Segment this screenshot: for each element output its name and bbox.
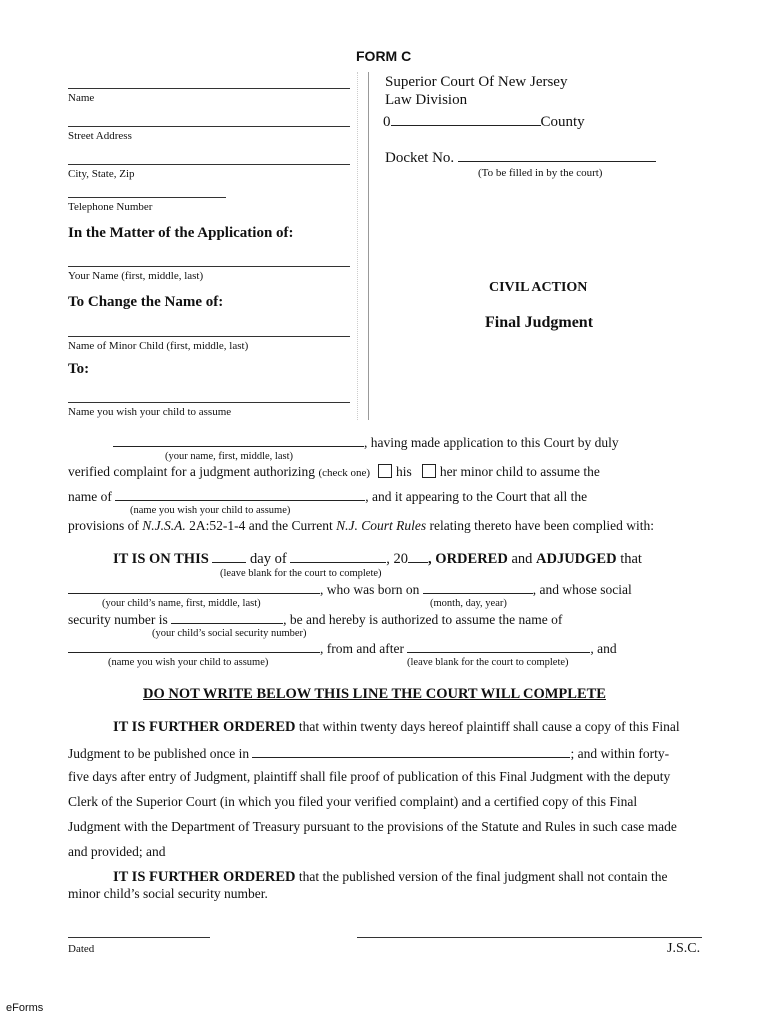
county-value[interactable]: 0	[383, 114, 391, 130]
further-line1-text: that within twenty days hereof plaintiff shall cause a copy of this Final	[298, 719, 680, 734]
caption-court-complete-2: (leave blank for the court to complete)	[407, 657, 569, 668]
ssn-suffix: , be and hereby is authorized to assume the name of	[283, 612, 563, 627]
header-divider	[368, 72, 369, 420]
county-label: County	[540, 114, 585, 130]
further-ordered-2: IT IS FURTHER ORDERED	[113, 869, 296, 885]
para1-line1-text: , having made application to this Court by duly	[364, 435, 619, 450]
order-line2	[68, 581, 632, 598]
name-field[interactable]	[68, 88, 350, 89]
change-name-heading: To Change the Name of:	[68, 294, 224, 310]
further-line5: Judgment with the Department of Treasury pursuant to the provisions of the Statute and Rules in such case made	[68, 819, 677, 834]
provisions-text: provisions of	[68, 518, 139, 533]
born-on-text: , who was born on	[320, 582, 420, 597]
adjudged-text: ADJUDGED	[536, 551, 617, 567]
caption-assumed-name: (name you wish your child to assume)	[108, 657, 269, 668]
para1-line3-suffix: , and it appearing to the Court that all the	[365, 489, 588, 504]
your-name-field[interactable]	[68, 266, 350, 267]
child-name-blank[interactable]	[68, 581, 320, 594]
to-heading: To:	[68, 361, 90, 377]
and-text: and	[511, 551, 533, 567]
further-line7	[113, 869, 667, 886]
further-line4: Clerk of the Superior Court (in which you filed your verified complaint) and a certified copy of this Final	[68, 794, 638, 809]
it-is-on-this: IT IS ON THIS	[113, 551, 209, 567]
jsc-label: J.S.C.	[667, 941, 701, 956]
further-ordered-1: IT IS FURTHER ORDERED	[113, 719, 296, 735]
docket-field[interactable]	[458, 149, 656, 162]
complied-text: relating thereto have been complied with:	[429, 518, 655, 533]
caption-birth-date: (month, day, year)	[430, 598, 507, 609]
judge-signature-field[interactable]	[357, 937, 702, 938]
city-state-zip-field[interactable]	[68, 164, 350, 165]
assume-name-field[interactable]	[68, 402, 350, 403]
city-state-zip-label: City, State, Zip	[68, 168, 135, 180]
para1-line4	[68, 518, 654, 534]
street-address-field[interactable]	[68, 126, 350, 127]
assumed-name-blank[interactable]	[68, 640, 320, 653]
ssn-blank[interactable]	[171, 611, 283, 624]
birth-date-blank[interactable]	[423, 581, 533, 594]
caption-ssn: (your child’s social security number)	[152, 628, 307, 639]
further-line1	[113, 719, 680, 736]
court-rules-citation: N.J. Court Rules	[336, 518, 427, 533]
telephone-field[interactable]	[68, 197, 226, 198]
your-name-blank[interactable]	[113, 434, 364, 447]
check-one-note: (check one)	[318, 467, 371, 479]
street-address-label: Street Address	[68, 130, 132, 142]
court-division: Law Division	[385, 92, 468, 108]
county-line	[383, 113, 585, 131]
minor-child-name-label: Name of Minor Child (first, middle, last)	[68, 340, 249, 352]
her-label: her	[439, 464, 458, 479]
para1-line2-prefix: verified complaint for a judgment authorizing	[68, 464, 316, 479]
published-in-text: Judgment to be published once in	[68, 746, 250, 761]
civil-action-title: CIVIL ACTION	[489, 280, 588, 295]
forty-text: ; and within forty-	[570, 746, 670, 761]
further-line3: five days after entry of Judgment, plaintiff shall file proof of publication of this Final Judgment with the deputy	[68, 769, 671, 784]
effective-date-blank[interactable]	[407, 640, 590, 653]
year-prefix: , 20	[386, 551, 409, 567]
docket-note: (To be filled in by the court)	[478, 167, 603, 179]
para1-line3	[68, 488, 587, 505]
para1-line2	[68, 464, 600, 480]
dated-label: Dated	[68, 943, 95, 955]
further-line7-text: that the published version of the final judgment shall not contain the	[298, 869, 668, 884]
name-label: Name	[68, 92, 95, 104]
that-text: that	[620, 551, 642, 567]
form-title: FORM C	[356, 48, 412, 64]
his-checkbox[interactable]	[378, 464, 392, 478]
caption-child-name: (your child’s name, first, middle, last)	[102, 598, 261, 609]
whose-social-text: , and whose social	[532, 582, 632, 597]
from-after-text: , from and after	[320, 641, 404, 656]
day-blank[interactable]	[212, 550, 246, 563]
name-of-label: name of	[68, 489, 112, 504]
day-of-text: day of	[250, 551, 287, 567]
newspaper-blank[interactable]	[252, 745, 570, 758]
court-only-heading: DO NOT WRITE BELOW THIS LINE THE COURT WILL COMPLETE	[143, 686, 606, 702]
minor-child-name-field[interactable]	[68, 336, 350, 337]
your-name-label: Your Name (first, middle, last)	[68, 270, 204, 282]
final-judgment-title: Final Judgment	[485, 314, 594, 331]
further-line2	[68, 745, 669, 762]
telephone-label: Telephone Number	[68, 201, 153, 213]
new-name-blank[interactable]	[115, 488, 365, 501]
date-field[interactable]	[68, 937, 210, 938]
her-checkbox[interactable]	[422, 464, 436, 478]
header-divider-dotted	[357, 72, 358, 420]
caption-your-name: (your name, first, middle, last)	[165, 451, 294, 462]
county-blank[interactable]	[391, 113, 541, 126]
caption-new-name: (name you wish your child to assume)	[130, 505, 291, 516]
order-line3	[68, 611, 562, 628]
matter-heading: In the Matter of the Application of:	[68, 225, 294, 241]
further-line8: minor child’s social security number.	[68, 886, 268, 901]
month-blank[interactable]	[290, 550, 386, 563]
statute-text: 2A:52-1-4 and the Current	[189, 518, 333, 533]
ssn-label: security number is	[68, 612, 168, 627]
docket-line	[385, 149, 656, 167]
order-line1	[113, 550, 642, 568]
para1-line1	[113, 434, 619, 451]
assume-name-label: Name you wish your child to assume	[68, 406, 232, 418]
his-label: his	[396, 464, 412, 479]
caption-court-complete: (leave blank for the court to complete)	[220, 568, 382, 579]
order-line4	[68, 640, 617, 657]
further-line6: and provided; and	[68, 844, 166, 859]
docket-label: Docket No.	[385, 150, 455, 166]
njsa-citation: N.J.S.A.	[142, 518, 186, 533]
and-end-text: , and	[590, 641, 617, 656]
year-blank[interactable]	[408, 550, 428, 563]
ordered-text: , ORDERED	[428, 551, 508, 567]
footer-brand: eForms	[6, 1002, 44, 1014]
court-name: Superior Court Of New Jersey	[385, 74, 568, 90]
para1-line2-suffix: minor child to assume the	[460, 464, 600, 479]
